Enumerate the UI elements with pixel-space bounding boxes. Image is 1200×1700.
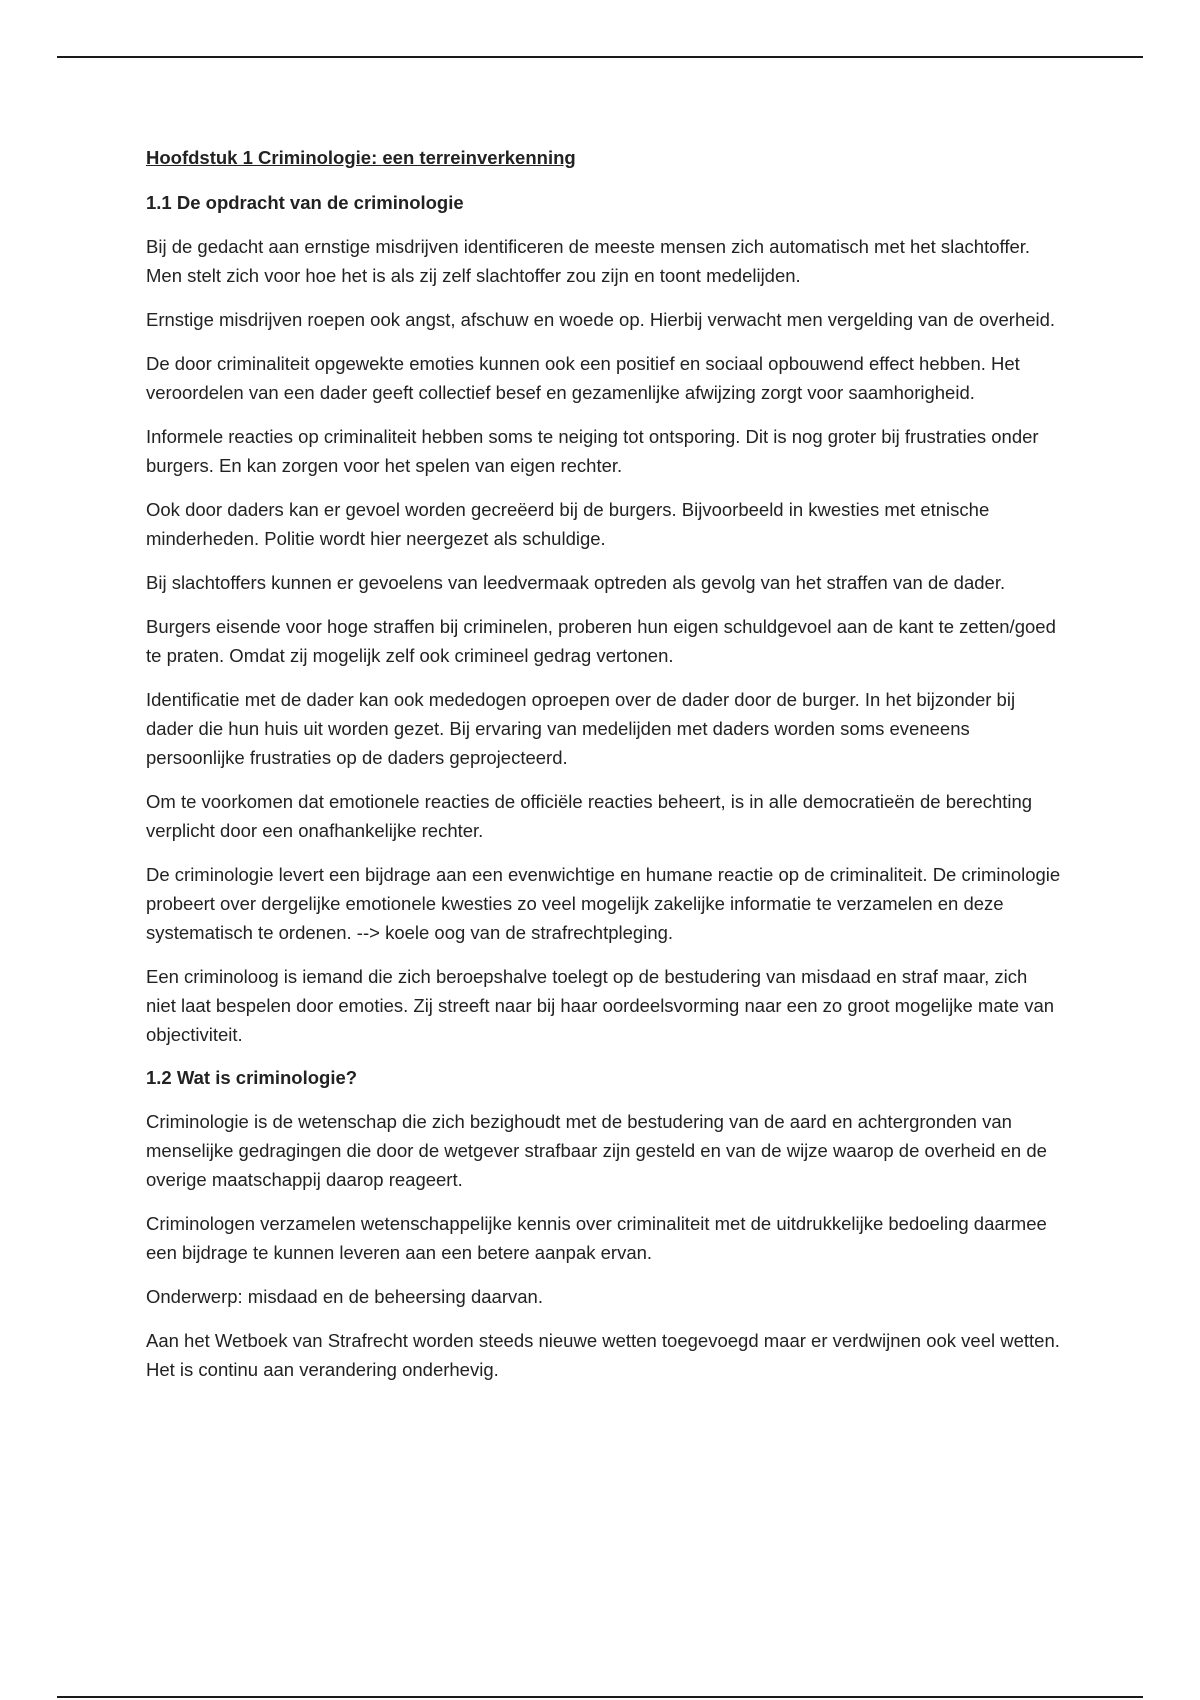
chapter-title: Hoofdstuk 1 Criminologie: een terreinverkenning [146,147,576,168]
document-body [146,144,1061,1399]
paragraph: Identificatie met de dader kan ook mededogen oproepen over de dader door de burger. In het bijzonder bij dader die hun huis uit worden gezet. Bij ervaring van medelijden met daders worden soms eveneens persoonlijke frustraties op de daders geprojecteerd. [146,689,1016,768]
paragraph: Burgers eisende voor hoge straffen bij criminelen, proberen hun eigen schuldgevoel aan de kant te zetten/goed te praten. Omdat zij mogelijk zelf ook crimineel gedrag vertonen. [146,616,1056,666]
paragraph: Criminologie is de wetenschap die zich bezighoudt met de bestudering van de aard en achtergronden van menselijke gedragingen die door de wetgever strafbaar zijn gesteld en van de wijze waarop de overheid en de overige maatschappij daarop reageert. [146,1111,1047,1190]
paragraph: Onderwerp: misdaad en de beheersing daarvan. [146,1286,543,1307]
section-1-2 [146,1064,1061,1384]
paragraph: De door criminaliteit opgewekte emoties kunnen ook een positief en sociaal opbouwend effect hebben. Het veroordelen van een dader geeft collectief besef en gezamenlijke afwijzing zorgt voor saamhorigheid. [146,353,1020,403]
section-title: 1.1 De opdracht van de criminologie [146,192,464,213]
paragraph: Bij slachtoffers kunnen er gevoelens van leedvermaak optreden als gevolg van het straffen van de dader. [146,572,1006,593]
section-title: 1.2 Wat is criminologie? [146,1067,358,1088]
paragraph: Bij de gedacht aan ernstige misdrijven identificeren de meeste mensen zich automatisch met het slachtoffer. Men stelt zich voor hoe het is als zij zelf slachtoffer zou zijn en toont medelijden. [146,236,1031,286]
paragraph: Aan het Wetboek van Strafrecht worden steeds nieuwe wetten toegevoegd maar er verdwijnen ook veel wetten. Het is continu aan verandering onderhevig. [146,1330,1060,1380]
paragraph: Een criminoloog is iemand die zich beroepshalve toelegt op de bestudering van misdaad en straf maar, zich niet laat bespelen door emoties. Zij streeft naar bij haar oordeelsvorming naar een zo groot mogelijke mate van objectiviteit. [146,966,1055,1045]
section-1-1 [146,189,1061,1049]
paragraph: Ernstige misdrijven roepen ook angst, afschuw en woede op. Hierbij verwacht men vergelding van de overheid. [146,309,1056,330]
bottom-rule [57,1696,1143,1698]
paragraph: De criminologie levert een bijdrage aan een evenwichtige en humane reactie op de criminaliteit. De criminologie probeert over dergelijke emotionele kwesties zo veel mogelijk zakelijke informatie te verzamelen en deze systematisch te ordenen. --> koele oog van de strafrechtpleging. [146,864,1061,943]
paragraph: Ook door daders kan er gevoel worden gecreëerd bij de burgers. Bijvoorbeeld in kwesties met etnische minderheden. Politie wordt hier neergezet als schuldige. [146,499,990,549]
paragraph: Om te voorkomen dat emotionele reacties de officiële reacties beheert, is in alle democratieën de berechting verplicht door een onafhankelijke rechter. [146,791,1033,841]
top-rule [57,56,1143,58]
paragraph: Criminologen verzamelen wetenschappelijke kennis over criminaliteit met de uitdrukkelijke bedoeling daarmee een bijdrage te kunnen leveren aan een betere aanpak ervan. [146,1213,1047,1263]
paragraph: Informele reacties op criminaliteit hebben soms te neiging tot ontsporing. Dit is nog groter bij frustraties onder burgers. En kan zorgen voor het spelen van eigen rechter. [146,426,1039,476]
